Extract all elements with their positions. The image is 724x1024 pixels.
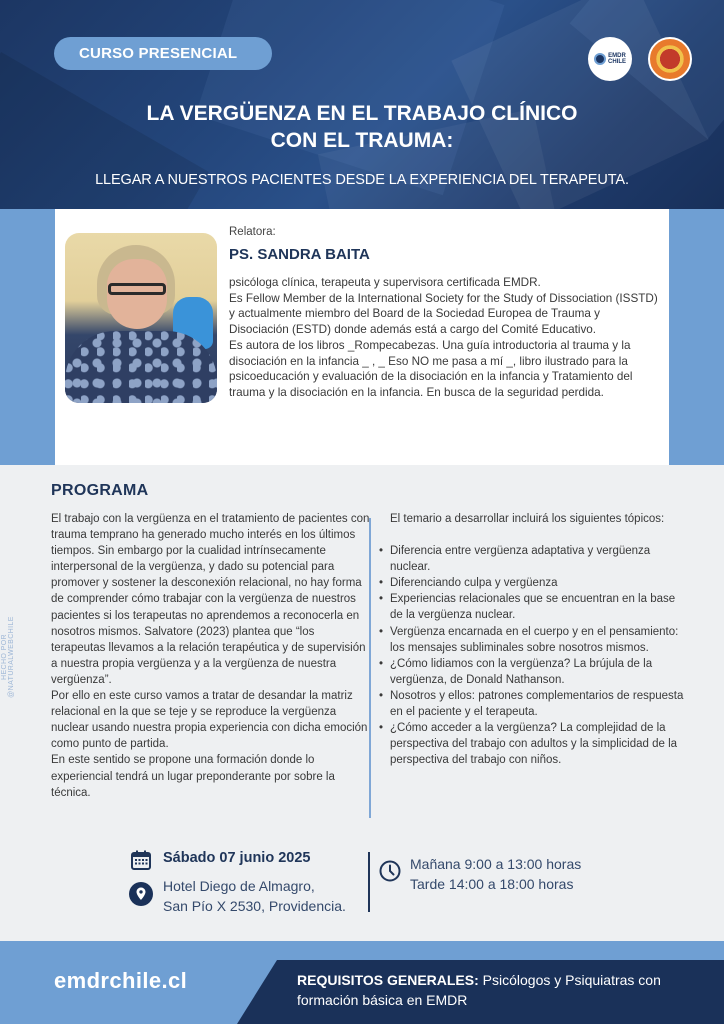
topic-text: Nosotros y ellos: patrones complementarios de respuesta en el paciente y el terapeuta. (390, 689, 684, 719)
bullet-icon: • (379, 577, 384, 590)
clock-icon (379, 860, 401, 882)
emdr-logo-line1: EMDR (608, 53, 626, 59)
venue-line-2: San Pío X 2530, Providencia. (163, 898, 346, 914)
topic-item (379, 591, 690, 623)
topic-item (379, 624, 690, 656)
topics-intro: El temario a desarrollar incluirá los siguientes tópicos: (390, 513, 665, 525)
speaker-bio (229, 275, 659, 401)
speaker-name: PS. SANDRA BAITA (229, 246, 370, 263)
header-banner (0, 0, 724, 209)
topic-item (379, 656, 690, 688)
bullet-icon: • (379, 625, 384, 638)
requirements-label: REQUISITOS GENERALES: (297, 972, 479, 988)
topic-text: ¿Cómo acceder a la vergüenza? La complejidad de la perspectiva del trabajo con adultos y la simplicidad de la perspectiva del trabajo con niños. (390, 722, 678, 767)
topic-item (379, 720, 690, 768)
photo-shirt (65, 331, 217, 403)
topic-item (379, 543, 690, 575)
topic-text: ¿Cómo lidiamos con la vergüenza? La brújula de la vergüenza, de Donald Nathanson. (390, 657, 653, 686)
bullet-icon: • (379, 657, 384, 670)
bullet-icon: • (379, 593, 384, 606)
bio-paragraph: Es Fellow Member de la International Society for the Study of Dissociation (ISSTD) y actualmente miembro del Board de la Sociedad Europea de Trauma y Disociación (ESTD) donde además está a cargo del Comité Educativo. (229, 291, 658, 337)
event-date: Sábado 07 junio 2025 (163, 850, 311, 866)
program-paragraph: En este sentido se propone una formación donde lo experiencial tendrá un lugar preponderante por sobre la técnica. (51, 754, 335, 799)
requirements-text (297, 970, 717, 1010)
hours-morning: Mañana 9:00 a 13:00 horas (410, 856, 582, 872)
requirements-value: Psicólogos y Psiquiatras con formación básica en EMDR (297, 972, 661, 1008)
course-type-badge (54, 37, 272, 70)
bio-paragraph: Es autora de los libros _Rompecabezas. Una guía introductoria al trauma y la disociación en la infancia _ , _ Eso NO me pasa a mí _, libro ilustrado para la psicoeducación y evaluación de la disociación en la infancia y Tratamiento del trauma y la disociación en la infancia. En busca de la seguridad perdida. (229, 338, 633, 399)
program-topics (379, 511, 690, 768)
details-divider (368, 852, 370, 912)
eye-icon (594, 53, 606, 65)
bullet-icon: • (379, 722, 384, 735)
credit-watermark: HECHO POR @NATURALWEBCHILE (1, 616, 15, 698)
emdr-logo-line2: CHILE (608, 59, 626, 65)
location-pin-icon (129, 882, 153, 906)
page-subtitle: LLEGAR A NUESTROS PACIENTES DESDE LA EXPERIENCIA DEL TERAPEUTA. (95, 172, 629, 188)
program-paragraph: El trabajo con la vergüenza en el tratamiento de pacientes con trauma temprano ha generado mucho interés en los últimos tiempos. Sin embargo por la cualidad intrínsecamente interpersonal de la vergüenza, y dado su potencial para promover y sostener la desconexión relacional, no hay forma de comprender cómo trabajar con la vergüenza de nuestros pacientes si los terapeutas no aprendemos a reconocerla en nosotros mismos. Salvatore (2023) plantea que “los terapeutas llevamos a la relación terapéutica y de supervisión a nuestra propia vergüenza y a la vergüenza de nuestra vergüenza”. (51, 513, 370, 686)
event-hours (410, 854, 581, 894)
bullet-icon: • (379, 545, 384, 558)
topic-text: Diferenciando culpa y vergüenza (390, 577, 558, 590)
title-line-2: CON EL TRAUMA: (270, 129, 454, 152)
website-link[interactable]: emdrchile.cl (54, 968, 188, 993)
title-line-1: LA VERGÜENZA EN EL TRABAJO CLÍNICO (146, 102, 578, 125)
bio-paragraph: psicóloga clínica, terapeuta y supervisora certificada EMDR. (229, 276, 541, 289)
venue-line-1: Hotel Diego de Almagro, (163, 878, 315, 894)
speaker-label: Relatora: (229, 226, 276, 238)
event-details (0, 840, 724, 930)
program-paragraph: Por ello en este curso vamos a tratar de desandar la matriz relacional en la que se teje y se reproduce la vergüenza nuclear usando nuestra propia experiencia con dicha emoción como punto de partida. (51, 690, 368, 751)
bullet-icon: • (379, 689, 384, 702)
emdr-chile-logo (588, 37, 632, 81)
column-divider (369, 518, 371, 818)
photo-glasses (108, 283, 166, 295)
event-venue (163, 876, 346, 916)
topic-item (379, 575, 690, 591)
page-title (0, 100, 724, 154)
program-heading: PROGRAMA (51, 482, 149, 499)
emdr-logo-text (608, 53, 626, 65)
association-seal-logo (648, 37, 692, 81)
topic-item (379, 688, 690, 720)
course-type-label: CURSO PRESENCIAL (79, 45, 238, 62)
topics-list (379, 543, 690, 768)
speaker-photo (65, 233, 217, 403)
program-description (51, 511, 371, 801)
topic-text: Diferencia entre vergüenza adaptativa y vergüenza nuclear. (390, 545, 651, 574)
calendar-icon (131, 850, 151, 870)
topic-text: Experiencias relacionales que se encuentran en la base de la vergüenza nuclear. (390, 593, 676, 622)
hours-afternoon: Tarde 14:00 a 18:00 horas (410, 876, 574, 892)
topic-text: Vergüenza encarnada en el cuerpo y en el pensamiento: los mensajes subliminales sobre nosotros mismos. (390, 625, 679, 654)
